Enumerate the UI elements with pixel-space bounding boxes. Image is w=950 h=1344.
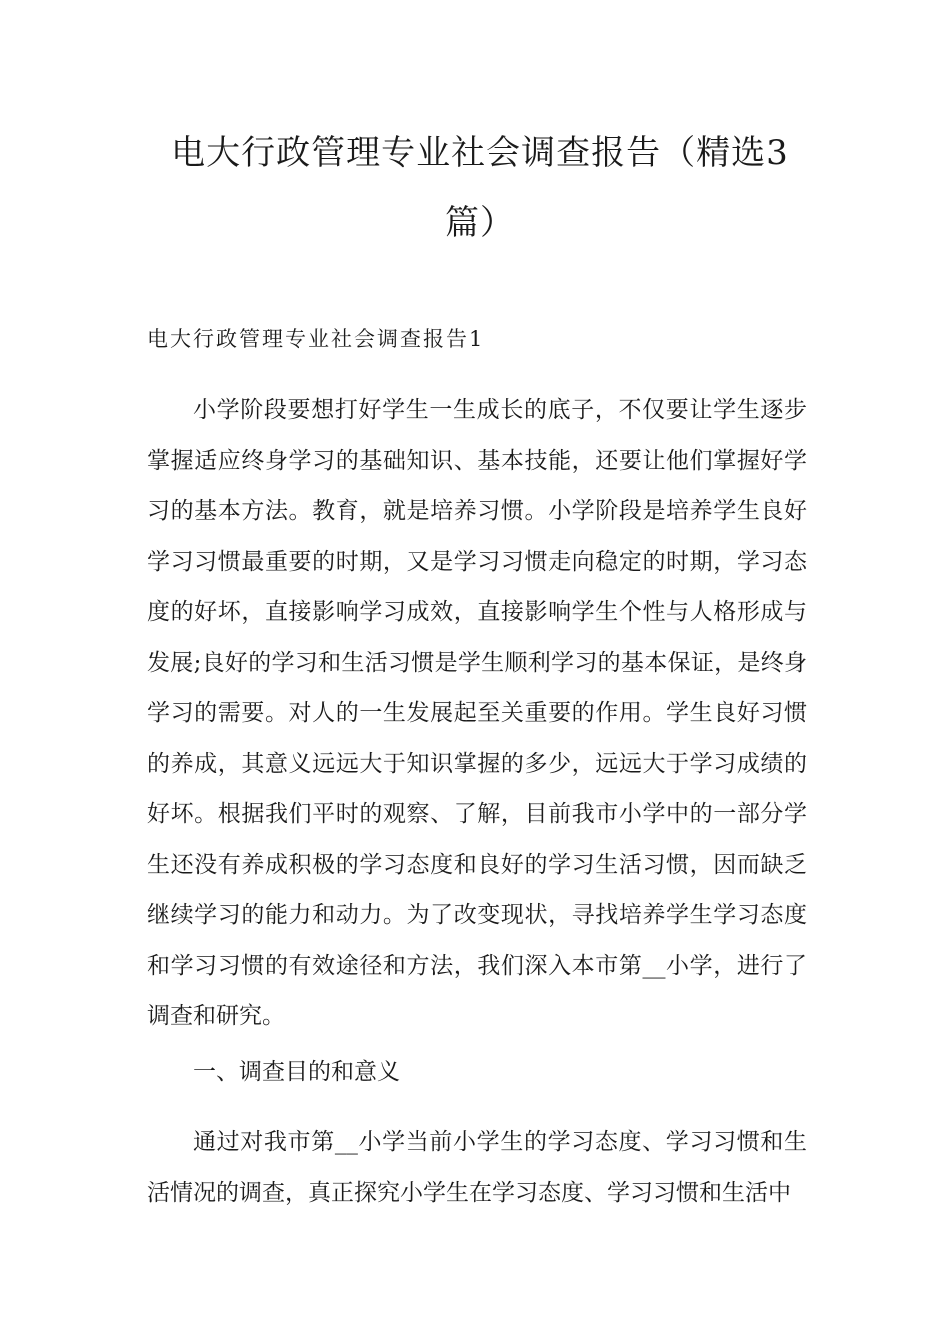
body-paragraph: 通过对我市第__小学当前小学生的学习态度、学习习惯和生活情况的调查，真正探究小学生在学习态度、学习习惯和生活中 — [147, 1129, 807, 1206]
section-heading: 电大行政管理专业社会调查报告1 — [147, 327, 485, 351]
subsection-heading: 一、调查目的和意义 — [193, 1059, 400, 1085]
body-paragraph: 小学阶段要想打好学生一生成长的底子，不仅要让学生逐步掌握适应终身学习的基础知识、基本技能，还要让他们掌握好学习的基本方法。教育，就是培养习惯。小学阶段是培养学生良好学习习惯最重要的时期，又是学习习惯走向稳定的时期，学习态度的好坏，直接影响学习成效，直接影响学生个性与人格形成与发展;良好的学习和生活习惯是学生顺利学习的基本保证，是终身学习的需要。对人的一生发展起至关重要的作用。学生良好习惯的养成，其意义远远大于知识掌握的多少，远远大于学习成绩的好坏。根据我们平时的观察、了解，目前我市小学中的一部分学生还没有养成积极的学习态度和良好的学习生活习惯，因而缺乏继续学习的能力和动力。为了改变现状，寻找培养学生学习态度和学习习惯的有效途径和方法，我们深入本市第__小学，进行了调查和研究。 — [147, 397, 807, 1029]
document-title: 电大行政管理专业社会调查报告（精选3篇） — [171, 133, 789, 243]
